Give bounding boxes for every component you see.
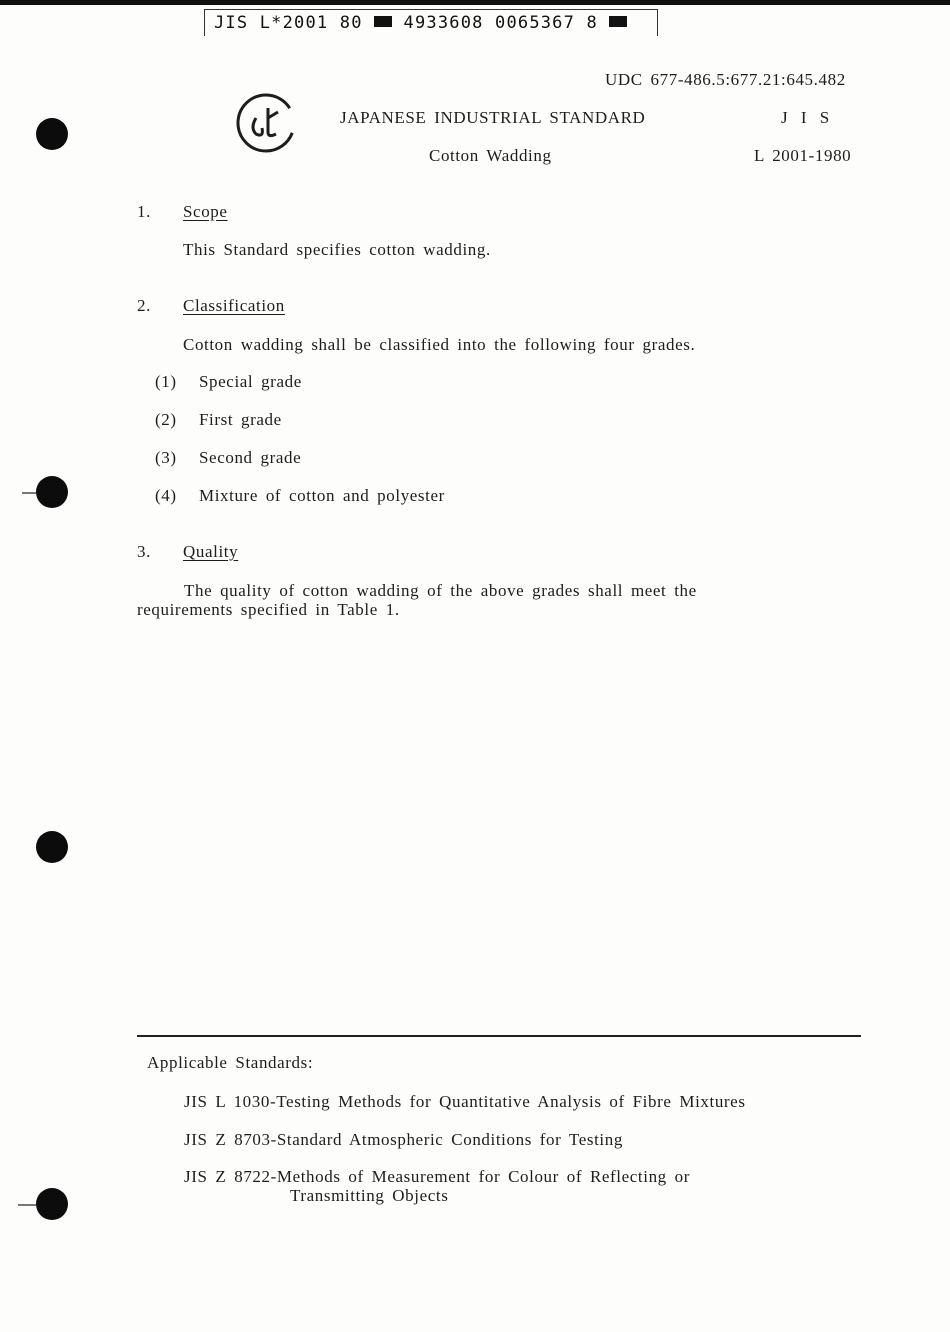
- list-item-marker: (3): [155, 448, 177, 467]
- punch-hole-dash: [18, 1204, 36, 1206]
- section-3-heading: Quality: [183, 542, 239, 561]
- section-1-body: This Standard specifies cotton wadding.: [183, 240, 491, 259]
- list-item-text: First grade: [199, 410, 282, 429]
- section-3-body-line-1: The quality of cotton wadding of the above grades shall meet the: [184, 581, 697, 600]
- section-2-number: 2.: [137, 296, 151, 315]
- page-top-border: [0, 0, 950, 5]
- list-item-text: Mixture of cotton and polyester: [199, 486, 445, 505]
- applicable-standard-item-continuation: Transmitting Objects: [290, 1186, 449, 1205]
- punch-hole: [36, 1188, 68, 1220]
- list-item-text: Second grade: [199, 448, 302, 467]
- list-item-marker: (4): [155, 486, 177, 505]
- black-block-mark: [374, 16, 392, 27]
- section-2-body: Cotton wadding shall be classified into the following four grades.: [183, 335, 696, 354]
- header-code: [214, 13, 627, 33]
- section-1-number: 1.: [137, 202, 151, 221]
- applicable-standard-item: JIS Z 8703-Standard Atmospheric Conditions for Testing: [184, 1130, 623, 1149]
- section-3-body-line-2: requirements specified in Table 1.: [137, 600, 400, 619]
- section-3-number: 3.: [137, 542, 151, 561]
- section-1-heading: Scope: [183, 202, 228, 221]
- punch-hole-dash: [22, 492, 36, 494]
- list-item-marker: (1): [155, 372, 177, 391]
- udc-number: UDC 677-486.5:677.21:645.482: [605, 70, 846, 89]
- black-block-mark: [609, 16, 627, 27]
- jis-mark: J I S: [781, 108, 833, 127]
- punch-hole: [36, 476, 68, 508]
- list-item-text: Special grade: [199, 372, 302, 391]
- header-code-part-b: 4933608 0065367 8: [403, 13, 598, 33]
- standard-number: L 2001-1980: [754, 146, 852, 165]
- punch-hole: [36, 118, 68, 150]
- list-item-marker: (2): [155, 410, 177, 429]
- standard-title: Cotton Wadding: [429, 146, 552, 165]
- applicable-standard-item: JIS L 1030-Testing Methods for Quantitative Analysis of Fibre Mixtures: [184, 1092, 746, 1111]
- standard-org: JAPANESE INDUSTRIAL STANDARD: [340, 108, 646, 127]
- header-code-part-a: JIS L*2001 80: [214, 13, 363, 33]
- applicable-standards-heading: Applicable Standards:: [147, 1053, 314, 1072]
- punch-hole: [36, 831, 68, 863]
- jis-logo: [232, 88, 300, 156]
- applicable-standard-item: JIS Z 8722-Methods of Measurement for Colour of Reflecting or: [184, 1167, 690, 1186]
- section-2-heading: Classification: [183, 296, 285, 315]
- footer-divider: [137, 1035, 861, 1037]
